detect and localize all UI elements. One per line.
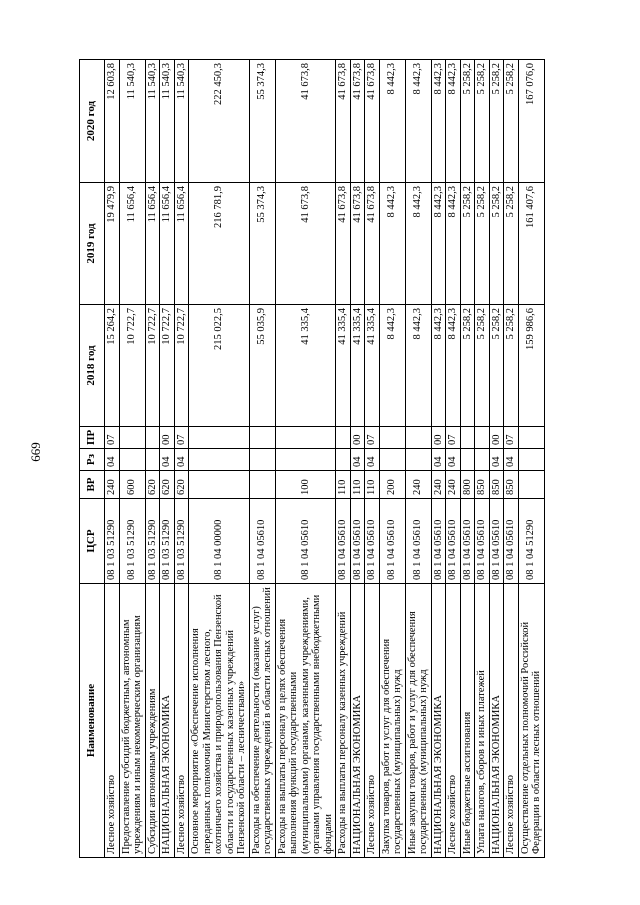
- cell-pr: [275, 427, 336, 449]
- cell-pr: [249, 427, 275, 449]
- cell-pr: [475, 427, 490, 449]
- table-row: [504, 60, 519, 858]
- cell-2018: 10 722,7: [145, 305, 160, 427]
- cell-2020: 41 673,8: [365, 60, 380, 183]
- cell-name: НАЦИОНАЛЬНАЯ ЭКОНОМИКА: [160, 584, 175, 858]
- cell-2019: 19 479,9: [105, 183, 120, 305]
- cell-2020: 5 258,2: [489, 60, 504, 183]
- cell-vr: [189, 471, 250, 499]
- cell-vr: 240: [446, 471, 461, 499]
- cell-csr: 08 1 04 05610: [350, 499, 365, 584]
- cell-2019: 5 258,2: [504, 183, 519, 305]
- cell-rz: [145, 449, 160, 471]
- cell-2018: 159 986,6: [518, 305, 544, 427]
- cell-2019: 5 258,2: [489, 183, 504, 305]
- cell-rz: 04: [174, 449, 189, 471]
- header-rz: Рз: [80, 449, 105, 471]
- table-row: [365, 60, 380, 858]
- cell-2020: 5 258,2: [475, 60, 490, 183]
- cell-2020: 8 442,3: [405, 60, 431, 183]
- cell-csr: 08 1 04 05610: [475, 499, 490, 584]
- cell-rz: 04: [160, 449, 175, 471]
- cell-2019: 11 656,4: [119, 183, 145, 305]
- cell-rz: [119, 449, 145, 471]
- cell-2020: 167 076,0: [518, 60, 544, 183]
- cell-rz: [189, 449, 250, 471]
- cell-name: Закупка товаров, работ и услуг для обеспечения государственных (муниципальных) нужд: [379, 584, 405, 858]
- cell-vr: 110: [365, 471, 380, 499]
- cell-rz: [475, 449, 490, 471]
- cell-2018: 55 035,9: [249, 305, 275, 427]
- cell-name: Уплата налогов, сборов и иных платежей: [475, 584, 490, 858]
- cell-csr: 08 1 04 05610: [446, 499, 461, 584]
- cell-name: Иные бюджетные ассигнования: [460, 584, 475, 858]
- table-row: [379, 60, 405, 858]
- table-header-row: [80, 60, 105, 858]
- header-csr: ЦСР: [80, 499, 105, 584]
- cell-name: Расходы на выплаты персоналу в целях обеспечения выполнения функций государственными (муниципальными) органами, казенными учреждениями, органами управления государственными внебюджетными фондами: [275, 584, 336, 858]
- cell-2019: 216 781,9: [189, 183, 250, 305]
- cell-pr: [405, 427, 431, 449]
- cell-rz: [460, 449, 475, 471]
- table-row: [475, 60, 490, 858]
- table-row: [119, 60, 145, 858]
- header-2019: 2019 год: [80, 183, 105, 305]
- cell-2018: 8 442,3: [405, 305, 431, 427]
- cell-name: Осуществление отдельных полномочий Российской Федерации в области лесных отношений: [518, 584, 544, 858]
- cell-2019: 8 442,3: [379, 183, 405, 305]
- cell-vr: 850: [475, 471, 490, 499]
- cell-name: Расходы на обеспечение деятельности (оказание услуг) государственных учреждений в области лесных отношений: [249, 584, 275, 858]
- cell-2020: 8 442,3: [431, 60, 446, 183]
- cell-pr: [460, 427, 475, 449]
- cell-2018: 41 335,4: [350, 305, 365, 427]
- cell-name: Расходы на выплаты персоналу казенных учреждений: [336, 584, 351, 858]
- cell-2019: 8 442,3: [405, 183, 431, 305]
- budget-table: [79, 59, 545, 858]
- cell-2019: 161 407,6: [518, 183, 544, 305]
- cell-pr: [119, 427, 145, 449]
- cell-2018: 41 335,4: [275, 305, 336, 427]
- cell-csr: 08 1 04 05610: [489, 499, 504, 584]
- cell-csr: 08 1 03 51290: [145, 499, 160, 584]
- table-row: [336, 60, 351, 858]
- cell-rz: [249, 449, 275, 471]
- cell-vr: 620: [145, 471, 160, 499]
- table-row: [518, 60, 544, 858]
- cell-csr: 08 1 04 05610: [365, 499, 380, 584]
- cell-2018: 5 258,2: [504, 305, 519, 427]
- header-pr: ПР: [80, 427, 105, 449]
- header-2020: 2020 год: [80, 60, 105, 183]
- cell-rz: [518, 449, 544, 471]
- cell-csr: 08 1 04 05610: [249, 499, 275, 584]
- cell-vr: 800: [460, 471, 475, 499]
- cell-2018: 215 022,5: [189, 305, 250, 427]
- cell-2020: 41 673,8: [336, 60, 351, 183]
- cell-csr: 08 1 04 00000: [189, 499, 250, 584]
- cell-rz: 04: [350, 449, 365, 471]
- cell-2019: 5 258,2: [460, 183, 475, 305]
- cell-pr: 07: [105, 427, 120, 449]
- cell-2020: 11 540,3: [145, 60, 160, 183]
- cell-vr: 620: [174, 471, 189, 499]
- cell-name: НАЦИОНАЛЬНАЯ ЭКОНОМИКА: [350, 584, 365, 858]
- cell-2018: 8 442,3: [379, 305, 405, 427]
- cell-pr: 00: [489, 427, 504, 449]
- cell-pr: 00: [160, 427, 175, 449]
- table-row: [275, 60, 336, 858]
- cell-vr: 600: [119, 471, 145, 499]
- cell-rz: 04: [105, 449, 120, 471]
- cell-csr: 08 1 03 51290: [105, 499, 120, 584]
- cell-2018: 5 258,2: [475, 305, 490, 427]
- table-row: [145, 60, 160, 858]
- cell-2020: 11 540,3: [119, 60, 145, 183]
- cell-2019: 8 442,3: [446, 183, 461, 305]
- header-vr: ВР: [80, 471, 105, 499]
- cell-2020: 12 603,8: [105, 60, 120, 183]
- cell-2018: 10 722,7: [174, 305, 189, 427]
- cell-2019: 5 258,2: [475, 183, 490, 305]
- cell-csr: 08 1 03 51290: [160, 499, 175, 584]
- cell-name: Лесное хозяйство: [365, 584, 380, 858]
- cell-name: Иные закупки товаров, работ и услуг для обеспечения государственных (муниципальных) нужд: [405, 584, 431, 858]
- cell-vr: 620: [160, 471, 175, 499]
- cell-2020: 11 540,3: [174, 60, 189, 183]
- cell-rz: [336, 449, 351, 471]
- cell-2018: 8 442,3: [431, 305, 446, 427]
- cell-2018: 5 258,2: [460, 305, 475, 427]
- page-number: 669: [27, 442, 43, 462]
- cell-name: Лесное хозяйство: [105, 584, 120, 858]
- cell-rz: 04: [365, 449, 380, 471]
- cell-csr: 08 1 03 51290: [119, 499, 145, 584]
- cell-csr: 08 1 04 05610: [336, 499, 351, 584]
- cell-2020: 41 673,8: [275, 60, 336, 183]
- table-row: [105, 60, 120, 858]
- table-row: [160, 60, 175, 858]
- cell-2019: 11 656,4: [174, 183, 189, 305]
- cell-vr: 200: [379, 471, 405, 499]
- cell-2018: 8 442,3: [446, 305, 461, 427]
- cell-csr: 08 1 04 05610: [405, 499, 431, 584]
- cell-vr: 240: [431, 471, 446, 499]
- cell-pr: [336, 427, 351, 449]
- cell-2018: 15 264,2: [105, 305, 120, 427]
- cell-pr: 07: [446, 427, 461, 449]
- table-row: [174, 60, 189, 858]
- cell-csr: 08 1 04 05610: [379, 499, 405, 584]
- table-row: [249, 60, 275, 858]
- cell-2020: 11 540,3: [160, 60, 175, 183]
- cell-name: Предоставление субсидий бюджетным, автономным учреждениям и иным некоммерческим организациям: [119, 584, 145, 858]
- cell-csr: 08 1 04 05610: [431, 499, 446, 584]
- cell-2018: 41 335,4: [336, 305, 351, 427]
- cell-pr: 00: [350, 427, 365, 449]
- cell-name: Лесное хозяйство: [504, 584, 519, 858]
- cell-csr: 08 1 04 05610: [275, 499, 336, 584]
- cell-name: Основное мероприятие «Обеспечение исполнения переданных полномочий Министерством лесного, охотничьего хозяйства и природопользования Пензенской области и государственных казенных учреждений Пензенской области – лесничествами»: [189, 584, 250, 858]
- table-row: [460, 60, 475, 858]
- cell-pr: [145, 427, 160, 449]
- cell-2018: 41 335,4: [365, 305, 380, 427]
- table-row: [489, 60, 504, 858]
- rotated-table-container: [79, 60, 569, 858]
- cell-vr: 850: [489, 471, 504, 499]
- cell-csr: 08 1 03 51290: [174, 499, 189, 584]
- cell-2020: 222 450,3: [189, 60, 250, 183]
- cell-2019: 41 673,8: [336, 183, 351, 305]
- cell-name: НАЦИОНАЛЬНАЯ ЭКОНОМИКА: [431, 584, 446, 858]
- cell-vr: 850: [504, 471, 519, 499]
- cell-2020: 5 258,2: [460, 60, 475, 183]
- cell-2019: 41 673,8: [365, 183, 380, 305]
- cell-2019: 41 673,8: [350, 183, 365, 305]
- cell-2018: 10 722,7: [119, 305, 145, 427]
- table-body: [105, 60, 545, 858]
- cell-csr: 08 1 04 05610: [504, 499, 519, 584]
- cell-name: Лесное хозяйство: [446, 584, 461, 858]
- cell-2018: 10 722,7: [160, 305, 175, 427]
- cell-rz: 04: [446, 449, 461, 471]
- table-row: [405, 60, 431, 858]
- cell-2019: 8 442,3: [431, 183, 446, 305]
- cell-2020: 8 442,3: [446, 60, 461, 183]
- header-name: Наименование: [80, 584, 105, 858]
- cell-2019: 41 673,8: [275, 183, 336, 305]
- cell-rz: 04: [504, 449, 519, 471]
- cell-vr: 240: [105, 471, 120, 499]
- cell-rz: 04: [489, 449, 504, 471]
- cell-vr: 100: [275, 471, 336, 499]
- cell-vr: [249, 471, 275, 499]
- cell-csr: 08 1 04 05610: [460, 499, 475, 584]
- cell-pr: [189, 427, 250, 449]
- cell-pr: 07: [365, 427, 380, 449]
- cell-vr: [518, 471, 544, 499]
- table-row: [189, 60, 250, 858]
- cell-2018: 5 258,2: [489, 305, 504, 427]
- cell-pr: 07: [174, 427, 189, 449]
- cell-name: НАЦИОНАЛЬНАЯ ЭКОНОМИКА: [489, 584, 504, 858]
- cell-2019: 55 374,3: [249, 183, 275, 305]
- table-row: [431, 60, 446, 858]
- cell-2019: 11 656,4: [160, 183, 175, 305]
- cell-2020: 41 673,8: [350, 60, 365, 183]
- header-2018: 2018 год: [80, 305, 105, 427]
- cell-name: Субсидии автономным учреждениям: [145, 584, 160, 858]
- cell-2020: 55 374,3: [249, 60, 275, 183]
- cell-vr: 110: [336, 471, 351, 499]
- cell-rz: [275, 449, 336, 471]
- table-row: [446, 60, 461, 858]
- cell-name: Лесное хозяйство: [174, 584, 189, 858]
- cell-vr: 240: [405, 471, 431, 499]
- cell-pr: 00: [431, 427, 446, 449]
- cell-2020: 8 442,3: [379, 60, 405, 183]
- cell-vr: 110: [350, 471, 365, 499]
- cell-pr: [379, 427, 405, 449]
- cell-pr: 07: [504, 427, 519, 449]
- cell-2019: 11 656,4: [145, 183, 160, 305]
- cell-csr: 08 1 04 51290: [518, 499, 544, 584]
- cell-2020: 5 258,2: [504, 60, 519, 183]
- cell-rz: [405, 449, 431, 471]
- cell-rz: 04: [431, 449, 446, 471]
- cell-pr: [518, 427, 544, 449]
- cell-rz: [379, 449, 405, 471]
- table-row: [350, 60, 365, 858]
